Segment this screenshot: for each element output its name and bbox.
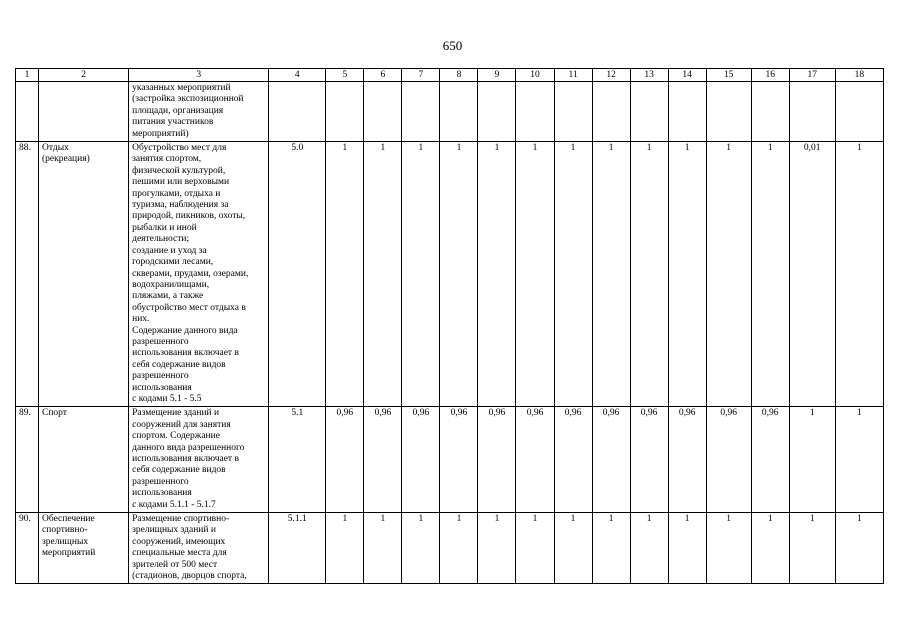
column-header: 15 <box>706 69 751 82</box>
use-code-cell: 5.0 <box>269 142 326 407</box>
column-header: 6 <box>364 69 402 82</box>
column-header: 9 <box>478 69 516 82</box>
coefficient-cell: 1 <box>402 513 440 584</box>
land-use-table <box>15 68 884 584</box>
column-header: 4 <box>269 69 326 82</box>
coefficient-cell: 1 <box>668 142 706 407</box>
use-name-cell <box>39 82 129 142</box>
use-code-cell: 5.1 <box>269 407 326 513</box>
coefficient-cell: 1 <box>516 513 554 584</box>
coefficient-cell: 1 <box>516 142 554 407</box>
coefficient-cell: 1 <box>478 513 516 584</box>
column-header: 17 <box>789 69 835 82</box>
coefficient-cell <box>402 82 440 142</box>
coefficient-cell: 0,96 <box>440 407 478 513</box>
coefficient-cell <box>554 82 592 142</box>
row-number-cell: 90. <box>16 513 39 584</box>
use-code-cell: 5.1.1 <box>269 513 326 584</box>
coefficient-cell <box>706 82 751 142</box>
coefficient-cell: 1 <box>835 513 883 584</box>
coefficient-cell: 1 <box>592 142 630 407</box>
coefficient-cell: 1 <box>402 142 440 407</box>
row-number-cell: 88. <box>16 142 39 407</box>
coefficient-cell <box>668 82 706 142</box>
coefficient-cell: 1 <box>478 142 516 407</box>
column-header: 11 <box>554 69 592 82</box>
use-description-cell: Размещение спортивно- зрелищных зданий и сооружений, имеющих специальные места для зрителей от 500 мест (стадионов, дворцов спорта, <box>129 513 269 584</box>
coefficient-cell <box>478 82 516 142</box>
coefficient-cell: 0,96 <box>554 407 592 513</box>
row-number-cell: 89. <box>16 407 39 513</box>
coefficient-cell: 1 <box>751 142 789 407</box>
coefficient-cell: 1 <box>554 142 592 407</box>
coefficient-cell: 0,96 <box>706 407 751 513</box>
coefficient-cell <box>630 82 668 142</box>
coefficient-cell: 0,01 <box>789 142 835 407</box>
coefficient-cell: 0,96 <box>364 407 402 513</box>
coefficient-cell: 1 <box>706 142 751 407</box>
coefficient-cell <box>835 82 883 142</box>
coefficient-cell <box>440 82 478 142</box>
table-row <box>16 82 884 142</box>
use-code-cell <box>269 82 326 142</box>
coefficient-cell: 0,96 <box>402 407 440 513</box>
coefficient-cell <box>364 82 402 142</box>
column-header: 8 <box>440 69 478 82</box>
coefficient-cell: 0,96 <box>478 407 516 513</box>
coefficient-cell: 1 <box>592 513 630 584</box>
column-header: 13 <box>630 69 668 82</box>
coefficient-cell: 1 <box>751 513 789 584</box>
coefficient-cell <box>516 82 554 142</box>
coefficient-cell: 0,96 <box>630 407 668 513</box>
column-header: 12 <box>592 69 630 82</box>
coefficient-cell: 1 <box>630 513 668 584</box>
use-name-cell: Спорт <box>39 407 129 513</box>
column-header: 5 <box>326 69 364 82</box>
coefficient-cell: 1 <box>630 142 668 407</box>
coefficient-cell: 1 <box>326 142 364 407</box>
row-number-cell <box>16 82 39 142</box>
table-row <box>16 513 884 584</box>
table-row <box>16 142 884 407</box>
coefficient-cell: 1 <box>789 407 835 513</box>
table-row <box>16 407 884 513</box>
column-header: 7 <box>402 69 440 82</box>
coefficient-cell: 1 <box>835 142 883 407</box>
column-header: 3 <box>129 69 269 82</box>
use-name-cell: Отдых (рекреация) <box>39 142 129 407</box>
coefficient-cell: 1 <box>554 513 592 584</box>
coefficient-cell: 1 <box>789 513 835 584</box>
coefficient-cell: 1 <box>364 513 402 584</box>
column-header: 16 <box>751 69 789 82</box>
page-number: 650 <box>442 38 463 53</box>
coefficient-cell <box>326 82 364 142</box>
column-header: 10 <box>516 69 554 82</box>
column-header: 1 <box>16 69 39 82</box>
coefficient-cell: 0,96 <box>516 407 554 513</box>
column-number-row <box>16 69 884 82</box>
use-description-cell: Обустройство мест для занятия спортом, физической культурой, пешими или верховыми прогулками, отдыха и туризма, наблюдения за природой, пикников, охоты, рыбалки и иной деятельности; создание и уход за городскими лесами, скверами, прудами, озерами, водохранилищами, пляжами, а также обустройство мест отдыха в них. Содержание данного вида разрешенного использования включает в себя содержание видов разрешенного использования с кодами 5.1 - 5.5 <box>129 142 269 407</box>
column-header: 14 <box>668 69 706 82</box>
coefficient-cell: 0,96 <box>592 407 630 513</box>
coefficient-cell: 0,96 <box>751 407 789 513</box>
coefficient-cell <box>751 82 789 142</box>
coefficient-cell <box>592 82 630 142</box>
column-header: 18 <box>835 69 883 82</box>
use-description-cell: указанных мероприятий (застройка экспозиционной площади, организация питания участников мероприятий) <box>129 82 269 142</box>
coefficient-cell: 1 <box>364 142 402 407</box>
coefficient-cell: 1 <box>440 142 478 407</box>
coefficient-cell: 1 <box>706 513 751 584</box>
coefficient-cell: 1 <box>440 513 478 584</box>
use-name-cell: Обеспечение спортивно- зрелищных мероприятий <box>39 513 129 584</box>
coefficient-cell: 1 <box>326 513 364 584</box>
table-body <box>16 82 884 584</box>
coefficient-cell: 1 <box>668 513 706 584</box>
use-description-cell: Размещение зданий и сооружений для занятия спортом. Содержание данного вида разрешенного использования включает в себя содержание видов разрешенного использования с кодами 5.1.1 - 5.1.7 <box>129 407 269 513</box>
coefficient-cell: 0,96 <box>326 407 364 513</box>
coefficient-cell <box>789 82 835 142</box>
coefficient-cell: 0,96 <box>668 407 706 513</box>
coefficient-cell: 1 <box>835 407 883 513</box>
column-header: 2 <box>39 69 129 82</box>
